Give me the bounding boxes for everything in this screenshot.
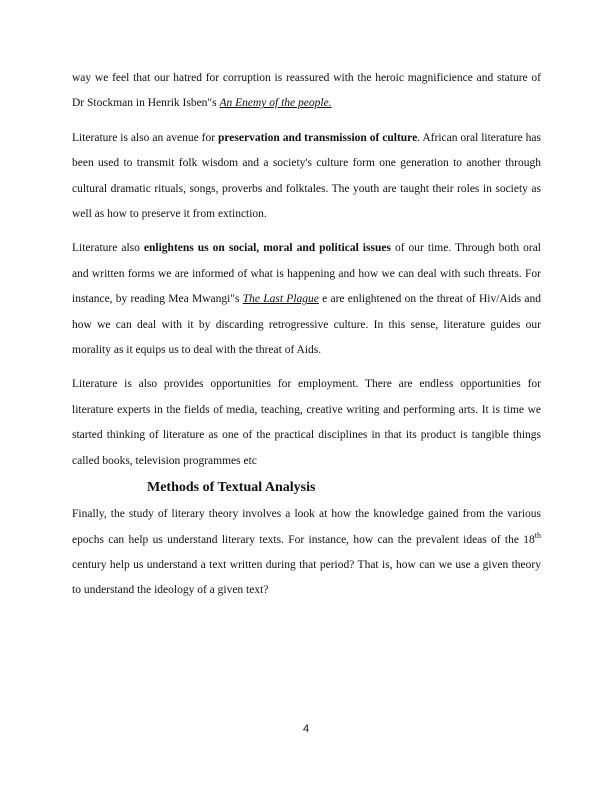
paragraph-text: of our time. Through both oral and written forms we are informed of what is happening and how we can deal with such threats. For instance, by reading Mea Mwangi"s (72, 242, 541, 306)
paragraph-text: Finally, the study of literary theory involves a look at how the knowledge gained from the various epochs can help us understand literary texts. For instance, how can the prevalent ideas of the 18 (72, 508, 541, 546)
paragraph-culture-preservation (72, 126, 541, 228)
paragraph-text: century help us understand a text written during that period? That is, how can we use a given theory to understand the ideology of a given text? (72, 558, 541, 597)
paragraph-text: Literature is also an avenue for (72, 131, 218, 144)
paragraph-text: . African oral literature has been used to transmit folk wisdom and a society's culture form one generation to another through cultural dramatic rituals, songs, proverbs and folktales. The youth are taught their roles in society as well as how to preserve it from extinction. (72, 131, 541, 221)
paragraph-employment: Literature is also provides opportunities for employment. There are endless opportunities for literature experts in the fields of media, teaching, creative writing and performing arts. It is time we started thinking of literature as one of the practical disciplines in that its product is tangible things called books, television programmes etc (72, 378, 541, 467)
section-heading: Methods of Textual Analysis (147, 480, 316, 496)
bold-phrase-culture: preservation and transmission of culture (218, 131, 418, 144)
paragraph-literary-theory (72, 502, 541, 604)
book-title-last-plague: The Last Plague (242, 293, 319, 306)
book-title-enemy-of-the-people: An Enemy of the people. (219, 97, 332, 110)
paragraph-enlightens-issues (72, 236, 541, 363)
paragraph-text: Literature also (72, 242, 144, 255)
page-number: 4 (302, 723, 310, 735)
paragraph-enemy-of-the-people (72, 66, 541, 117)
superscript-th: th (534, 530, 541, 540)
paragraph-text: way we feel that our hatred for corruption is reassured with the heroic magnificience and stature of Dr Stockman in Henrik Isben"s (72, 72, 541, 110)
document-page (72, 66, 541, 604)
bold-phrase-issues: enlightens us on social, moral and political issues (143, 242, 391, 255)
paragraph-text: e are enlightened on the threat of Hiv/Aids and how we can deal with it by discarding retrogressive culture. In this sense, literature guides our morality as it equips us to deal with the threat of Aids. (72, 293, 541, 357)
